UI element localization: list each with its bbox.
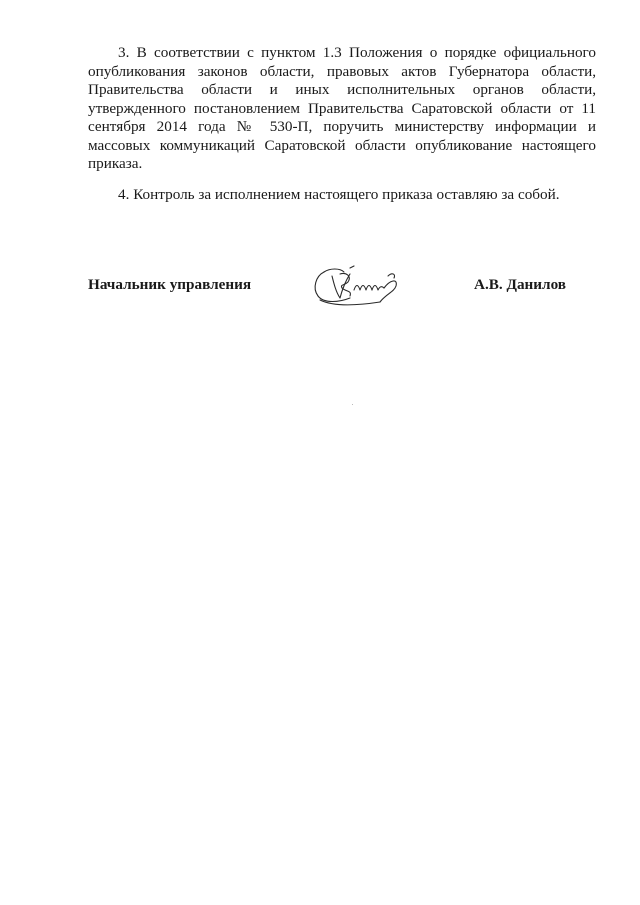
handwritten-signature-icon — [310, 262, 402, 310]
position-title: Начальник управления — [88, 276, 252, 293]
scan-speck — [352, 404, 353, 405]
paragraph-4: 4. Контроль за исполнением настоящего приказа оставляю за собой. — [118, 186, 560, 203]
signature-block — [88, 262, 596, 312]
signatory-name: А.В. Данилов — [474, 276, 566, 293]
paragraph-3: 3. В соответствии с пунктом 1.3 Положения о порядке официального опубликования законов области, правовых актов Губернатора области, Правительства области и иных исполнительных органов области, утвержденного постановлением Правительства Саратовской области от 11 сентября 2014 года № 530-П, поручить министерству информации и массовых коммуникаций Саратовской области опубликование настоящего приказа. — [88, 44, 596, 172]
